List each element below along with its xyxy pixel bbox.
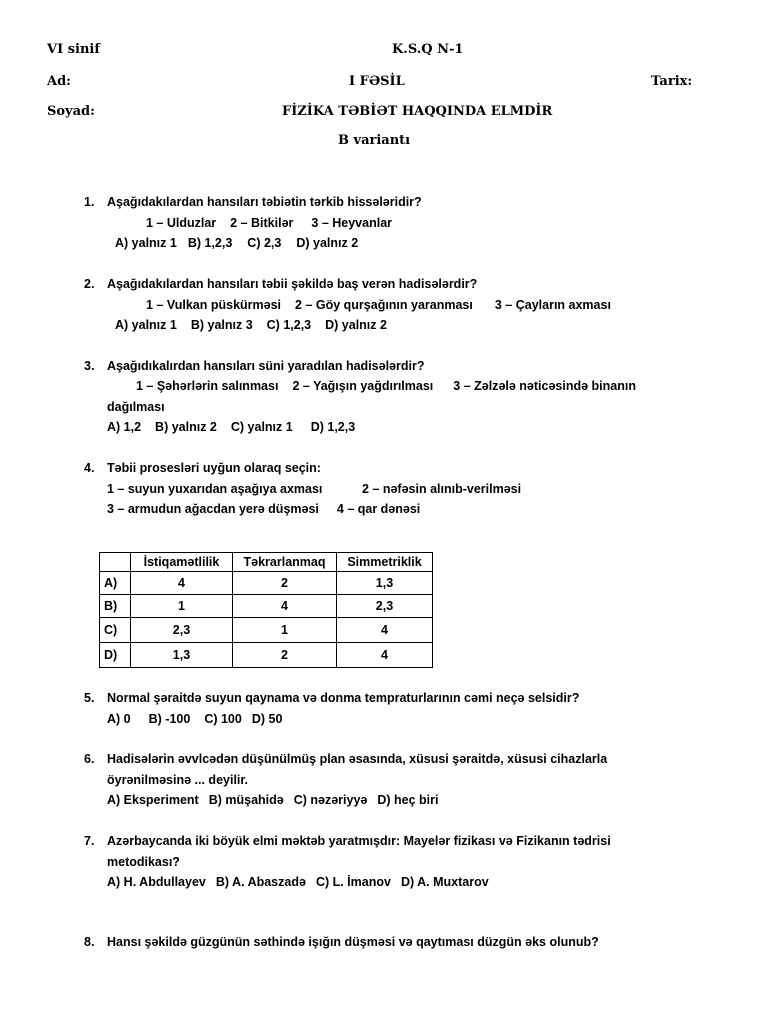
question-number: 6. (84, 752, 95, 766)
table-cell: 1,3 (337, 572, 433, 595)
table-cell: 4 (131, 572, 233, 595)
question-items (136, 379, 636, 393)
question-number: 8. (84, 935, 95, 949)
item: 1 – Vulkan püskürməsi (146, 298, 282, 312)
answer-options (115, 318, 387, 332)
question-number: 3. (84, 359, 95, 373)
answer-options (107, 420, 355, 434)
answer-option[interactable]: D) 50 (251, 712, 283, 726)
table-cell: 2 (233, 572, 337, 595)
table-header-cell: Təkrarlanmaq (233, 553, 337, 572)
answer-option[interactable]: D) 1,2,3 (310, 420, 356, 434)
question-number: 2. (84, 277, 95, 291)
answer-option[interactable]: C) 2,3 (247, 236, 282, 250)
question-items (107, 502, 420, 516)
question-text-continuation: öyrənilməsinə ... deyilir. (107, 773, 249, 787)
item: 3 – Zəlzələ nəticəsində binanın (453, 379, 636, 393)
answer-option[interactable]: A) 0 (107, 712, 131, 726)
table-cell: A) (100, 572, 131, 595)
question-text-continuation: metodikası? (107, 855, 180, 869)
answer-options (107, 875, 489, 889)
name-label: Ad: (47, 74, 71, 89)
answer-option[interactable]: B) yalnız 2 (155, 420, 217, 434)
question-text: Aşağıdakılardan hansıları təbii şəkildə baş verən hadisələrdir? (107, 277, 478, 291)
question-number: 1. (84, 195, 95, 209)
answer-options (115, 236, 358, 250)
table-cell: B) (100, 595, 131, 618)
question-text: Normal şəraitdə suyun qaynama və donma tempraturlarının cəmi neçə selsidir? (107, 691, 580, 705)
question-number: 7. (84, 834, 95, 848)
variant-label: B variantı (338, 133, 411, 148)
table-cell: 4 (337, 643, 433, 668)
answer-option[interactable]: B) müşahidə (208, 793, 284, 807)
question-text: Azərbaycanda iki böyük elmi məktəb yaratmışdır: Mayelər fizikası və Fizikanın tədrisi (107, 834, 611, 848)
question-text: Hansı şəkildə güzgünün səthində işığın düşməsi və qaytıması düzgün əks olunub? (107, 935, 599, 949)
answer-option[interactable]: B) 1,2,3 (187, 236, 233, 250)
answer-option[interactable]: A) H. Abdullayev (107, 875, 206, 889)
answer-option[interactable]: A) Eksperiment (107, 793, 199, 807)
question-number: 4. (84, 461, 95, 475)
table-cell: 2 (233, 643, 337, 668)
answer-option[interactable]: B) A. Abaszadə (215, 875, 306, 889)
answer-option[interactable]: C) 1,2,3 (266, 318, 312, 332)
table-header-cell: İstiqamətlilik (131, 553, 233, 572)
table-cell: 2,3 (337, 595, 433, 618)
item: 1 – Şəhərlərin salınması (136, 379, 279, 393)
question-text: Aşağıdakılardan hansıları təbiətin tərkib hissələridir? (107, 195, 422, 209)
item: 2 – Göy qurşağının yaranması (295, 298, 473, 312)
item: 2 – Bitkilər (230, 216, 294, 230)
table-cell: 2,3 (131, 618, 233, 643)
item: 1 – Ulduzlar (146, 216, 217, 230)
table-cell: C) (100, 618, 131, 643)
answer-option[interactable]: C) yalnız 1 (230, 420, 293, 434)
question-text: Aşağıdıkalırdan hansıları süni yaradılan hadisələrdir? (107, 359, 425, 373)
table-row[interactable] (100, 572, 433, 595)
answer-option[interactable]: C) 100 (204, 712, 242, 726)
table-cell: D) (100, 643, 131, 668)
answer-option[interactable]: B) yalnız 3 (190, 318, 253, 332)
item: 2 – Yağışın yağdırılması (292, 379, 434, 393)
answer-options (107, 793, 439, 807)
answer-option[interactable]: D) A. Muxtarov (400, 875, 489, 889)
item: 3 – armudun ağacdan yerə düşməsi (107, 502, 319, 516)
table-row[interactable] (100, 618, 433, 643)
table-cell: 1 (233, 618, 337, 643)
table-header-cell (100, 553, 131, 572)
answer-option[interactable]: C) nəzəriyyə (293, 793, 368, 807)
question-items (107, 482, 521, 496)
item: 3 – Çayların axması (494, 298, 611, 312)
table-row[interactable] (100, 643, 433, 668)
item-continuation: dağılması (107, 400, 165, 414)
chapter-title: I FƏSİL (349, 74, 405, 89)
answer-option[interactable]: B) -100 (148, 712, 191, 726)
answer-table (99, 552, 433, 668)
answer-option[interactable]: C) L. İmanov (315, 875, 391, 889)
table-cell: 4 (233, 595, 337, 618)
class-label: VI sinif (47, 42, 100, 57)
date-label: Tarix: (651, 74, 693, 89)
topic-title: FİZİKA TƏBİƏT HAQQINDA ELMDİR (282, 104, 553, 119)
table-cell: 4 (337, 618, 433, 643)
question-text: Hadisələrin əvvlcədən düşünülmüş plan əsasında, xüsusi şəraitdə, xüsusi cihazlarla (107, 752, 608, 766)
answer-option[interactable]: A) 1,2 (107, 420, 142, 434)
question-items (146, 216, 392, 230)
answer-options (107, 712, 282, 726)
answer-option[interactable]: D) heç biri (377, 793, 439, 807)
answer-option[interactable]: D) yalnız 2 (296, 236, 359, 250)
table-cell: 1,3 (131, 643, 233, 668)
table-header-row (100, 553, 433, 572)
test-code: K.S.Q N-1 (392, 42, 464, 57)
surname-label: Soyad: (47, 104, 95, 119)
table-header-cell: Simmetriklik (337, 553, 433, 572)
answer-option[interactable]: A) yalnız 1 (115, 318, 177, 332)
table-row[interactable] (100, 595, 433, 618)
question-text: Təbii prosesləri uyğun olaraq seçin: (107, 461, 321, 475)
table-cell: 1 (131, 595, 233, 618)
item: 3 – Heyvanlar (311, 216, 393, 230)
answer-option[interactable]: D) yalnız 2 (325, 318, 387, 332)
answer-option[interactable]: A) yalnız 1 (115, 236, 177, 250)
item: 2 – nəfəsin alınıb-verilməsi (362, 482, 522, 496)
item: 1 – suyun yuxarıdan aşağıya axması (107, 482, 323, 496)
question-number: 5. (84, 691, 95, 705)
item: 4 – qar dənəsi (336, 502, 421, 516)
question-items (146, 298, 611, 312)
